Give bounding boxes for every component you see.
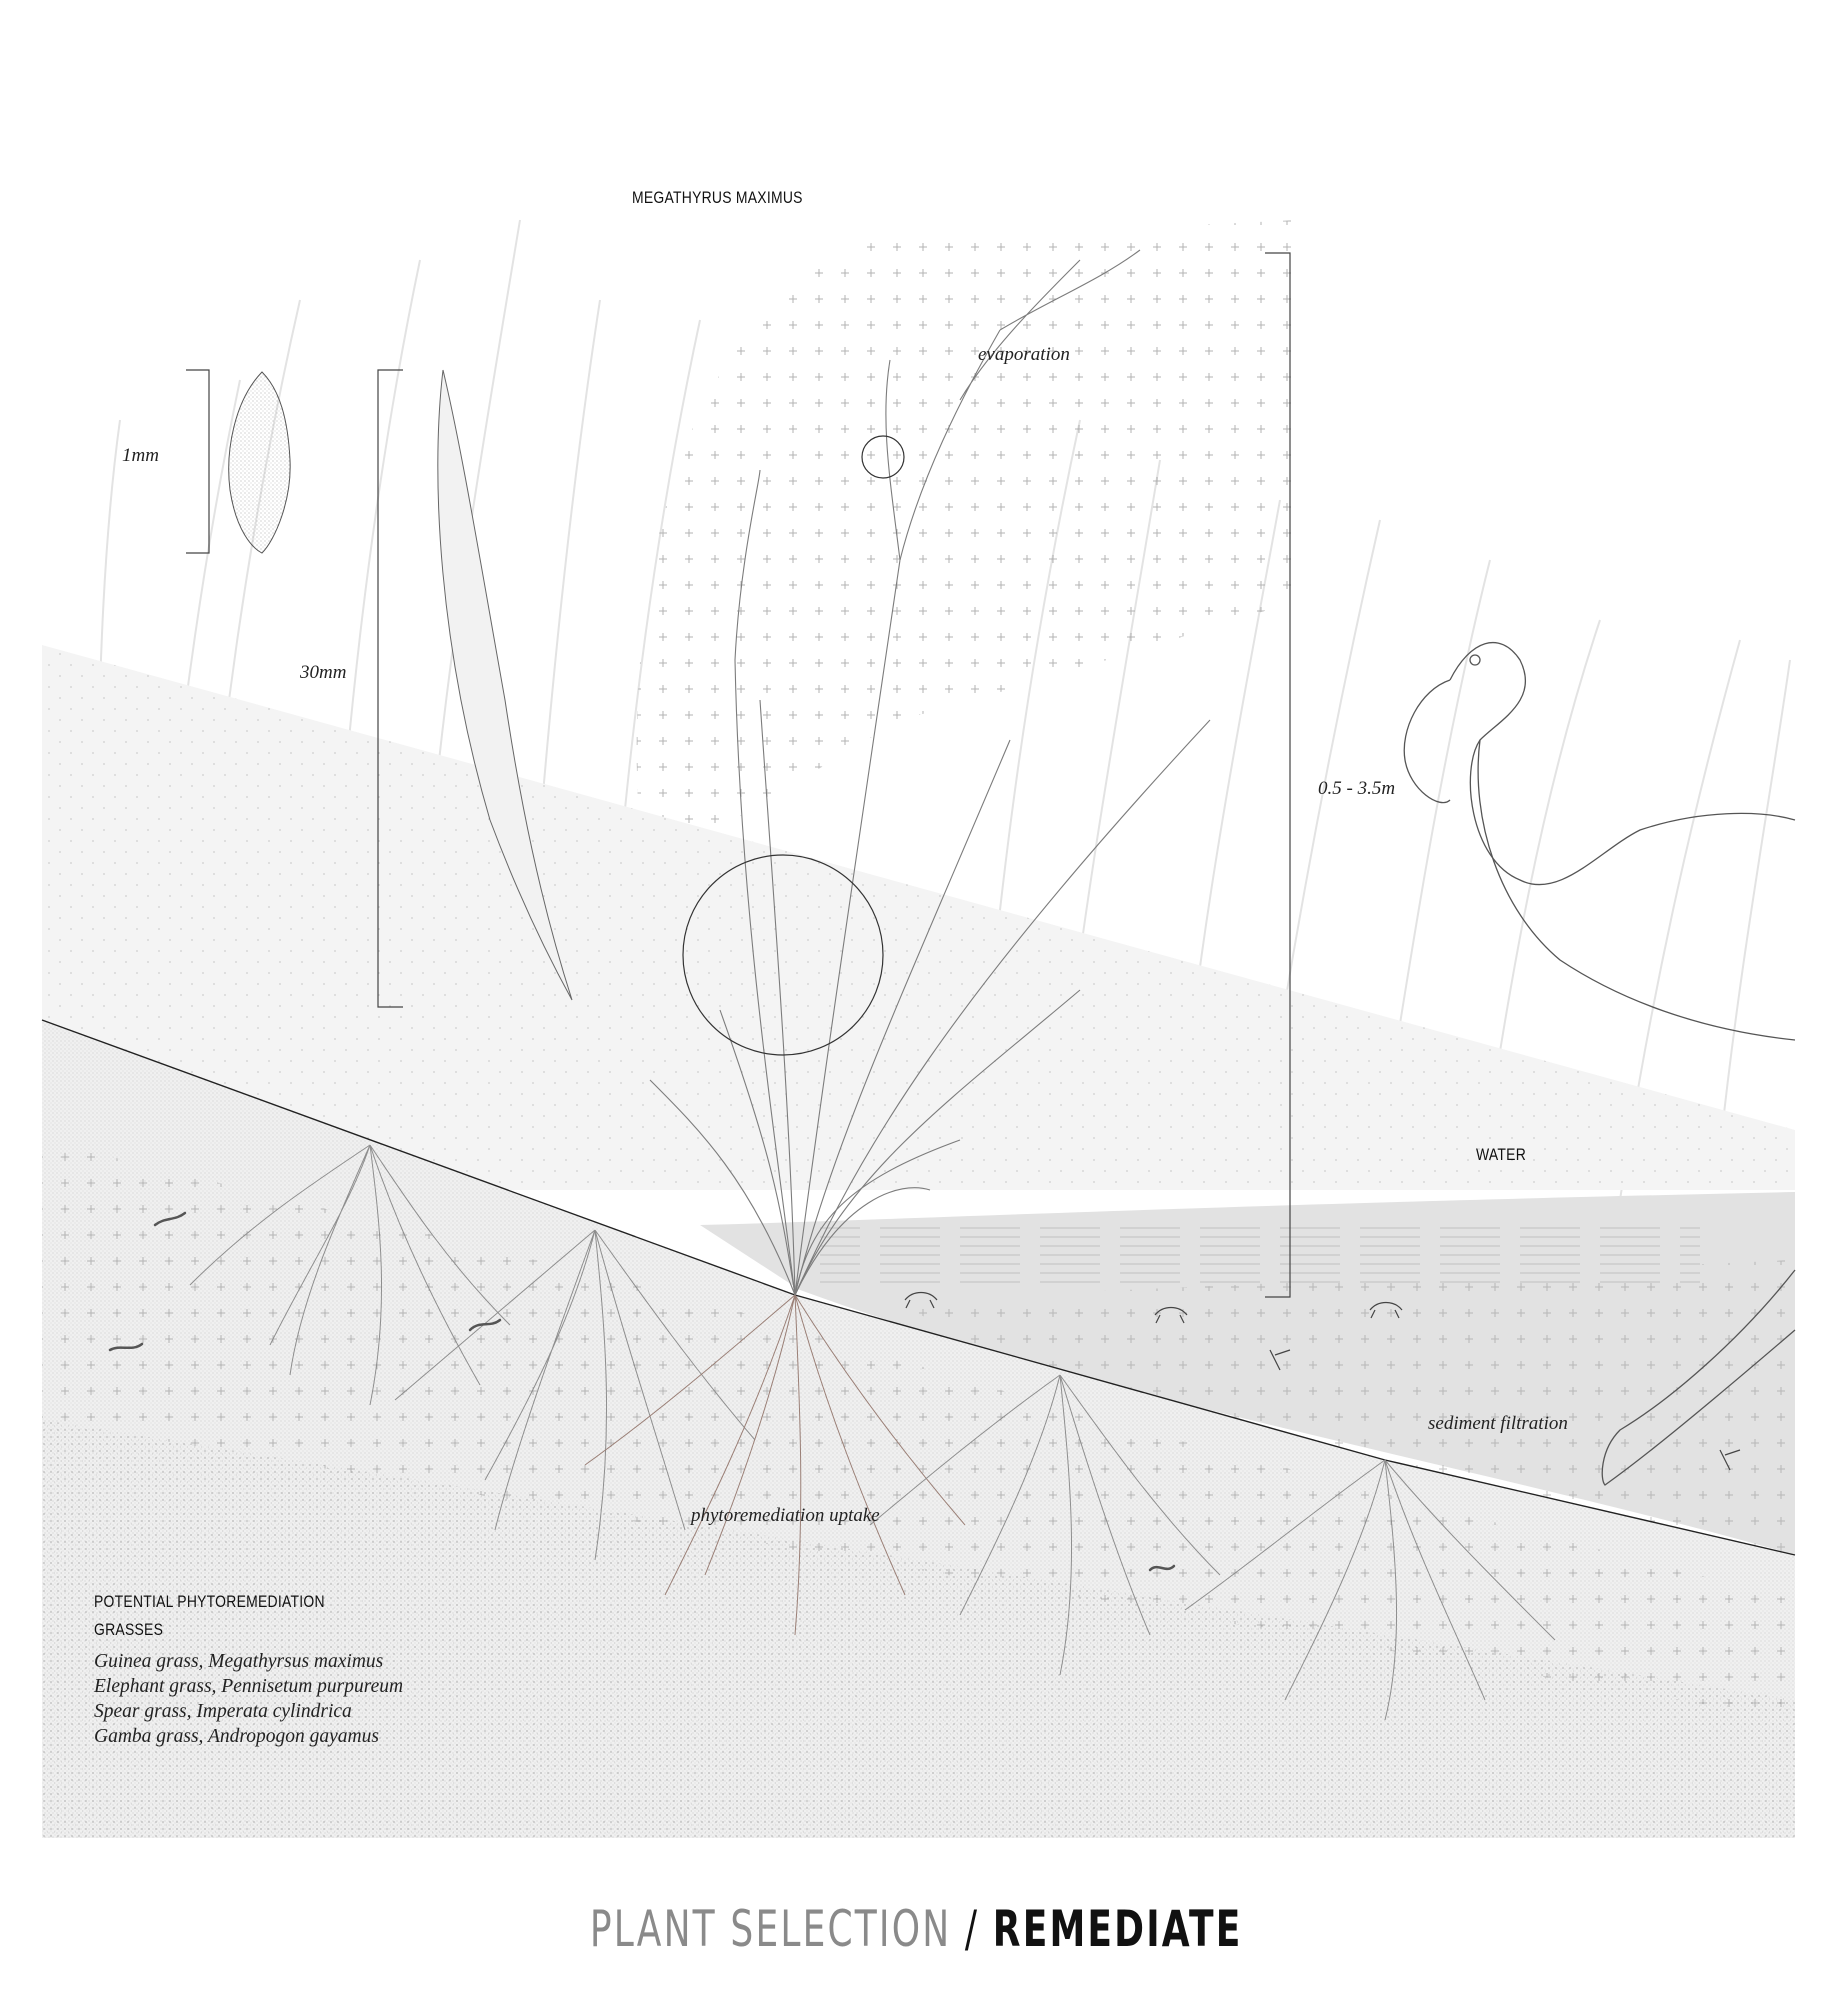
title-separator: / bbox=[965, 1900, 980, 1958]
species-list bbox=[94, 1649, 403, 1749]
seed-drawing bbox=[229, 372, 290, 553]
sediment-filtration-label: sediment filtration bbox=[1428, 1413, 1568, 1434]
plant-name-label: MEGATHYRUS MAXIMUS bbox=[632, 188, 803, 207]
title-dark: REMEDIATE bbox=[993, 1900, 1243, 1958]
evaporation-label: evaporation bbox=[978, 344, 1070, 365]
title-light: PLANT SELECTION bbox=[590, 1900, 952, 1958]
legend-heading-line2: GRASSES bbox=[94, 1620, 164, 1639]
evaporation-zone bbox=[637, 220, 1300, 840]
water-label: WATER bbox=[1476, 1145, 1527, 1164]
seed-scale-bracket bbox=[186, 370, 209, 553]
phytoremediation-uptake-label: phytoremediation uptake bbox=[691, 1505, 880, 1526]
species-item: Elephant grass, Pennisetum purpureum bbox=[94, 1676, 404, 1697]
species-item: Guinea grass, Megathyrsus maximus bbox=[94, 1651, 384, 1672]
leaf-scale-label: 30mm bbox=[300, 662, 347, 683]
species-item: Gamba grass, Andropogon gayamus bbox=[94, 1726, 379, 1747]
legend-heading-line1: POTENTIAL PHYTOREMEDIATION bbox=[94, 1592, 325, 1611]
height-range-label: 0.5 - 3.5m bbox=[1318, 778, 1396, 799]
seed-scale-label: 1mm bbox=[122, 445, 159, 466]
page-title bbox=[0, 1900, 1833, 1958]
species-item: Spear grass, Imperata cylindrica bbox=[94, 1701, 352, 1722]
